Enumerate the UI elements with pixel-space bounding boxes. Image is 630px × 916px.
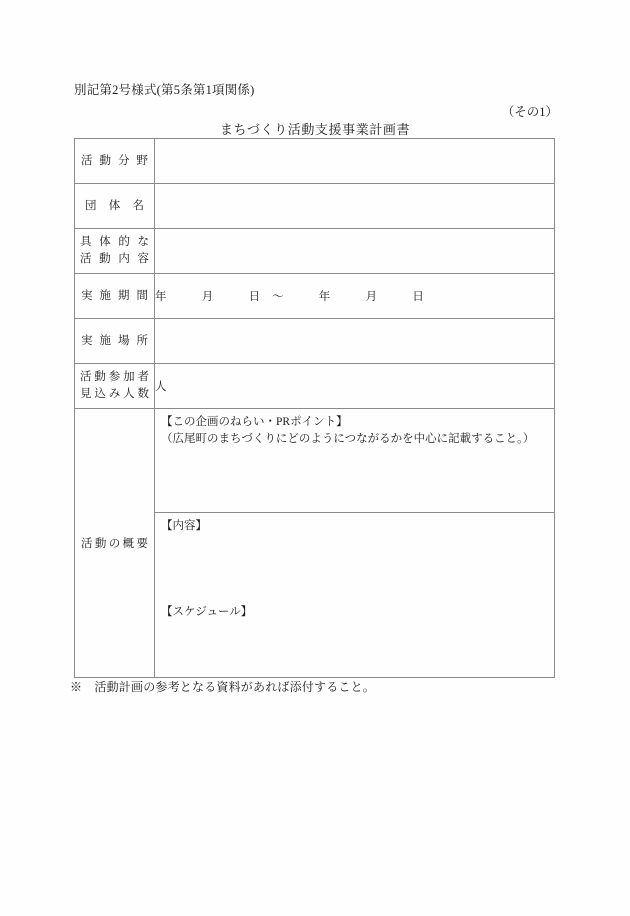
row-label-text: 実施期間 [81,289,148,302]
table-row [75,274,555,319]
row-label-participants [75,364,155,409]
row-value-activity-field[interactable] [155,139,555,184]
footnote: ※ 活動計画の参考となる資料があれば添付すること。 [70,680,376,694]
table-row-summary [75,409,555,678]
table-row [75,364,555,409]
summary-block-content-body [155,513,554,535]
summary-block-pr [155,409,554,513]
summary-block-schedule [155,599,554,677]
summary-block-pr-body [155,409,554,449]
row-label-text-line1: 具体的な [80,236,149,249]
row-label-text: 活動分野 [81,154,148,167]
row-label-text: 実施場所 [81,334,148,347]
row-label-text-line2: 見込み人数 [80,388,149,400]
summary-subtable [155,409,554,677]
row-label-text: 活動の概要 [80,538,151,550]
row-label-text-line1: 活動参加者 [80,371,149,384]
row-value-venue[interactable] [155,319,555,364]
form-code: 別記第2号様式(第5条第1項関係) [74,83,255,97]
summary-block-schedule-body [155,599,554,621]
row-label-period [75,274,155,319]
row-value-activity-details[interactable] [155,229,555,274]
plan-form-table [74,138,555,678]
row-value-group-name[interactable] [155,184,555,229]
table-row [75,319,555,364]
summary-heading-schedule: 【スケジュール】 [161,606,253,618]
page-title: まちづくり活動支援事業計画書 [219,122,411,137]
row-value-participants[interactable]: 人 [155,364,555,409]
table-row [75,184,555,229]
summary-block-pr-cell[interactable] [155,409,554,513]
summary-block-content-cell[interactable] [155,513,554,600]
summary-heading-pr: 【この企画のねらい・PRポイント】 [161,416,348,428]
summary-block-content [155,513,554,600]
row-label-group-name [75,184,155,229]
summary-note-pr: （広尾町のまちづくりにどのようにつながるかを中心に記載すること。） [161,433,535,446]
row-label-text-line2: 活動内容 [80,253,149,265]
sheet-number: （その1） [501,105,558,119]
row-label-activity-details [75,229,155,274]
summary-heading-content: 【内容】 [161,520,207,532]
row-label-activity-field [75,139,155,184]
row-label-activity-summary [75,409,155,678]
table-row [75,229,555,274]
row-value-period[interactable]: 年 月 日 ～ 年 月 日 [155,274,555,319]
row-label-text: 団体名 [85,199,144,212]
row-value-activity-summary [155,409,555,678]
summary-block-schedule-cell[interactable] [155,599,554,677]
table-row [75,139,555,184]
row-label-venue [75,319,155,364]
